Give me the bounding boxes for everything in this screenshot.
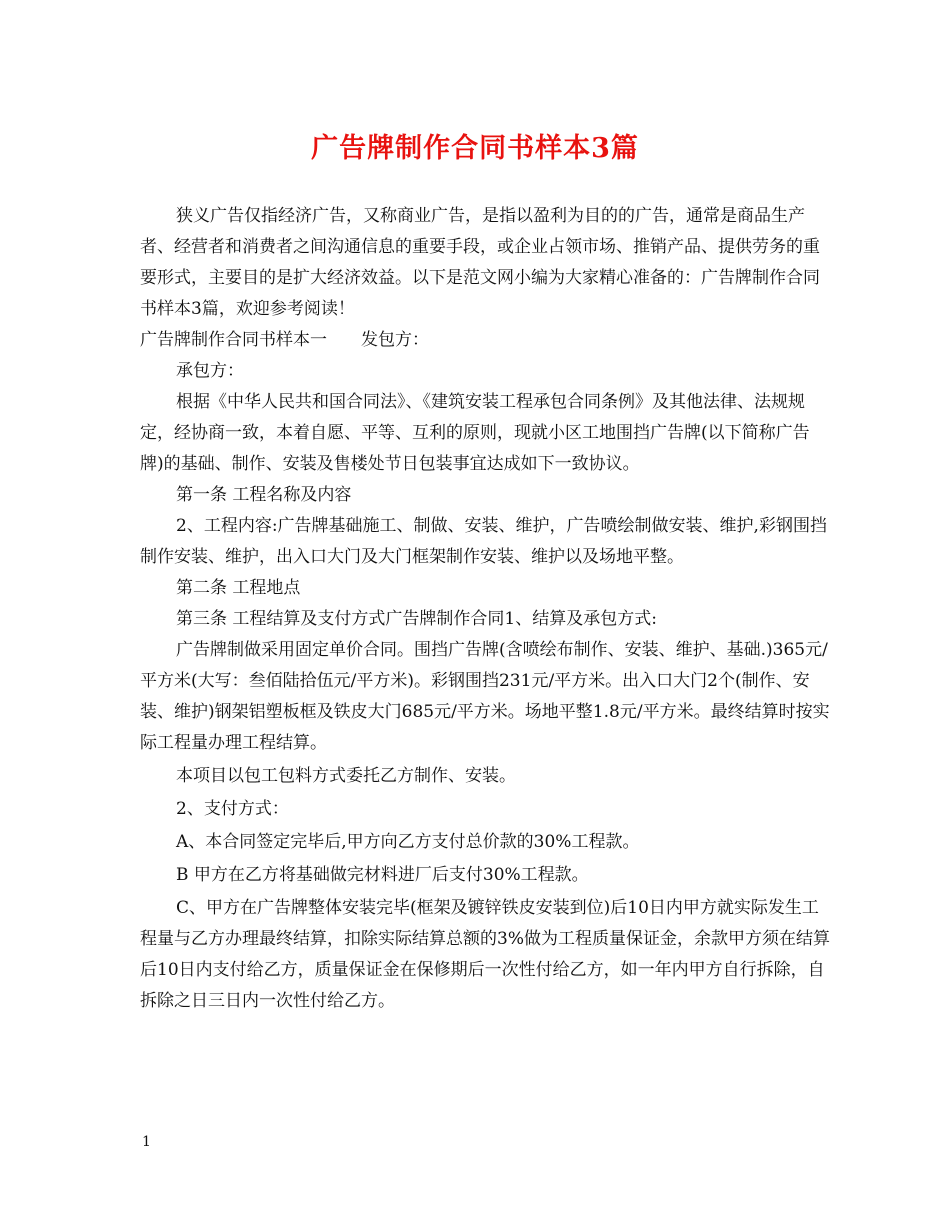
payment-item-a: A、本合同签定完毕后,甲方向乙方支付总价款的30%工程款。 bbox=[176, 832, 640, 852]
payment-heading: 2、支付方式： bbox=[176, 799, 289, 819]
intro-paragraph: 狭义广告仅指经济广告，又称商业广告，是指以盈利为目的的广告，通常是商品生产者、经营者和消费者之间沟通信息的重要手段，或企业占领市场、推销产品、提供劳务的重要形式，主要目的是扩大经济效益。以下是范文网小编为大家精心准备的：广告牌制作合同书样本3篇，欢迎参考阅读！ bbox=[140, 206, 820, 319]
document-title: 广告牌制作合同书样本3篇 bbox=[311, 133, 639, 164]
pricing-paragraph: 广告牌制做采用固定单价合同。围挡广告牌(含喷绘布制作、安装、维护、基础.)365元/平方米(大写：叁佰陆拾伍元/平方米)。彩钢围挡231元/平方米。出入口大门2个(制作、安装、维护)钢架铝塑板框及铁皮大门685元/平方米。场地平整1.8元/平方米。最终结算时按实际工程量办理工程结算。 bbox=[140, 640, 830, 753]
work-content-paragraph: 2、工程内容:广告牌基础施工、制做、安装、维护，广告喷绘制做安装、维护,彩钢围挡制作安装、维护，出入口大门及大门框架制作安装、维护以及场地平整。 bbox=[140, 516, 827, 567]
payment-item-b: B 甲方在乙方将基础做完材料进厂后支付30%工程款。 bbox=[176, 865, 589, 885]
contracting-method-paragraph: 本项目以包工包料方式委托乙方制作、安装。 bbox=[176, 766, 516, 786]
document-body bbox=[140, 201, 830, 1017]
payment-item-c: C、甲方在广告牌整体安装完毕(框架及镀锌铁皮安装到位)后10日内甲方就实际发生工程量与乙方办理最终结算，扣除实际结算总额的3%做为工程质量保证金，余款甲方须在结算后10日内支付给乙方，质量保证金在保修期后一次性付给乙方，如一年内甲方自行拆除，自拆除之日三日内一次性付给乙方。 bbox=[140, 898, 830, 1011]
legal-basis-paragraph: 根据《中华人民共和国合同法》、《建筑安装工程承包合同条例》及其他法律、法规规定，经协商一致，本着自愿、平等、互利的原则，现就小区工地围挡广告牌(以下简称广告牌)的基础、制作、安装及售楼处节日包装事宜达成如下一致协议。 bbox=[140, 392, 810, 474]
article-two-heading: 第二条 工程地点 bbox=[176, 578, 301, 598]
contract-heading-line: 广告牌制作合同书样本一 发包方： bbox=[140, 330, 429, 350]
article-three-heading: 第三条 工程结算及支付方式广告牌制作合同1、结算及承包方式: bbox=[176, 609, 657, 629]
contractor-line: 承包方： bbox=[176, 361, 244, 381]
article-one-heading: 第一条 工程名称及内容 bbox=[176, 485, 352, 505]
page-number: 1 bbox=[142, 1134, 151, 1150]
